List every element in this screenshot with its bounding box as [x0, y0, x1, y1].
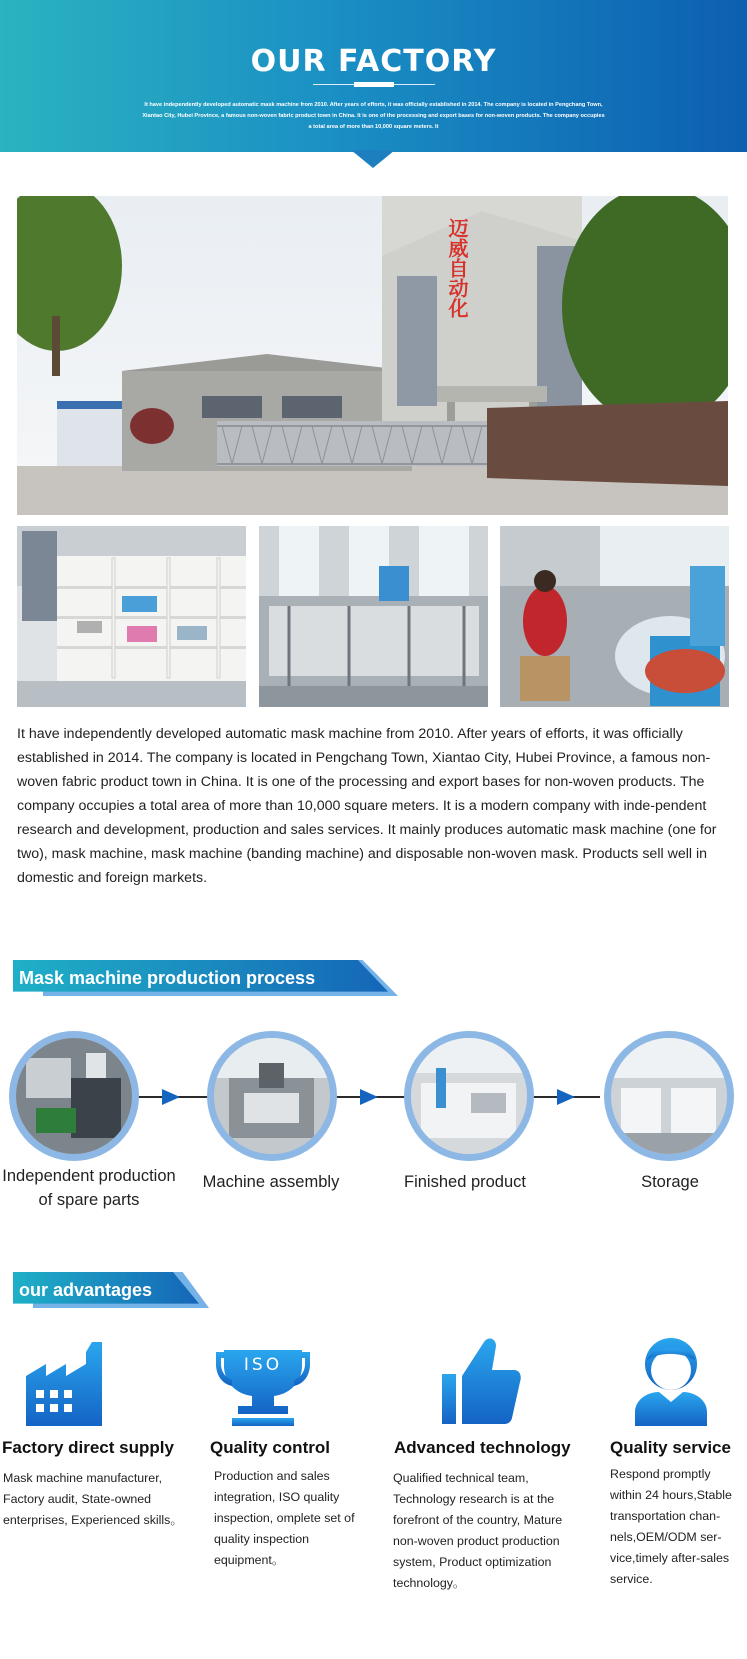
- showroom-photo: [17, 526, 246, 707]
- advantage-description: Mask machine manufacturer, Factory audit, State-owned enterprises, Experienced skills。: [3, 1471, 183, 1527]
- service-person-icon: [633, 1336, 709, 1426]
- header-pointer: [351, 150, 395, 168]
- advantages-heading: our advantages: [19, 1280, 153, 1300]
- arrow-right-icon: [360, 1089, 378, 1105]
- page-title: OUR FACTORY: [250, 44, 497, 79]
- process-step-image: [404, 1031, 534, 1161]
- thumbs-up-icon: [442, 1336, 522, 1426]
- process-step-label: Storage: [641, 1173, 699, 1191]
- factory-icon: [26, 1342, 110, 1426]
- process-step-image: [604, 1031, 734, 1161]
- advantage-description: Qualified technical team, Technology research is at the forefront of the country, Mature non-woven product production system, Product optimization technology。: [393, 1471, 563, 1590]
- process-section-banner: [13, 960, 398, 996]
- advantage-description: Production and sales integration, ISO quality inspection, omplete set of quality inspection equipment。: [214, 1469, 355, 1567]
- process-step-image: [9, 1031, 139, 1161]
- advantages-section-banner: [13, 1272, 209, 1308]
- process-step-label: Machine assembly: [202, 1173, 340, 1191]
- advantage-title: Quality service: [610, 1438, 731, 1457]
- worker-photo: [500, 526, 729, 707]
- process-step-image: [207, 1031, 337, 1161]
- advantage-title: Advanced technology: [394, 1438, 571, 1457]
- factory-header: [0, 0, 747, 152]
- arrow-right-icon: [162, 1089, 180, 1105]
- iso-badge-text: ISO: [243, 1355, 283, 1375]
- advantage-title: Factory direct supply: [2, 1438, 174, 1457]
- factory-sign: 迈威自动化: [445, 218, 469, 318]
- process-step-label: Independent production of spare parts: [2, 1167, 176, 1209]
- factory-building-photo: [17, 196, 728, 515]
- process-heading: Mask machine production process: [19, 968, 316, 988]
- iso-trophy-icon: [216, 1342, 310, 1426]
- company-intro: It have independently developed automatic mask machine from 2010. After years of efforts, it was officially established in 2014. The company is located in Pengchang Town, Xiantao City, Hubei Province, a famous non-woven fabric product town in China. It is one of the processing and export bases for non-woven products. The company occupies a total area of more than 10,000 square meters. It is a modern company with inde-pendent research and development, production and sales services. It mainly produces automatic mask machine (one for two), mask machine, mask machine (banding machine) and disposable non-woven mask. Products sell well in domestic and foreign markets.: [17, 726, 717, 886]
- arrow-right-icon: [557, 1089, 575, 1105]
- process-step-label: Finished product: [404, 1173, 526, 1191]
- advantage-title: Quality control: [210, 1438, 330, 1457]
- header-description: It have independently developed automatic mask machine from 2010. After years of efforts, it was officially established in 2014. The company is located in Pengchang Town, Xiantao City, Hubei Province, a famous non-woven fabric product town in China. It is one of the processing and export bases for non-woven products. The company occupies a total area of more than 10,000 square meters. It: [142, 102, 605, 130]
- workshop-photo: [259, 526, 488, 707]
- title-divider-bar: [354, 82, 394, 87]
- advantage-description: Respond promptly within 24 hours,Stable transportation chan-nels,OEM/ODM ser-vice,timely after-sales service.: [610, 1467, 732, 1586]
